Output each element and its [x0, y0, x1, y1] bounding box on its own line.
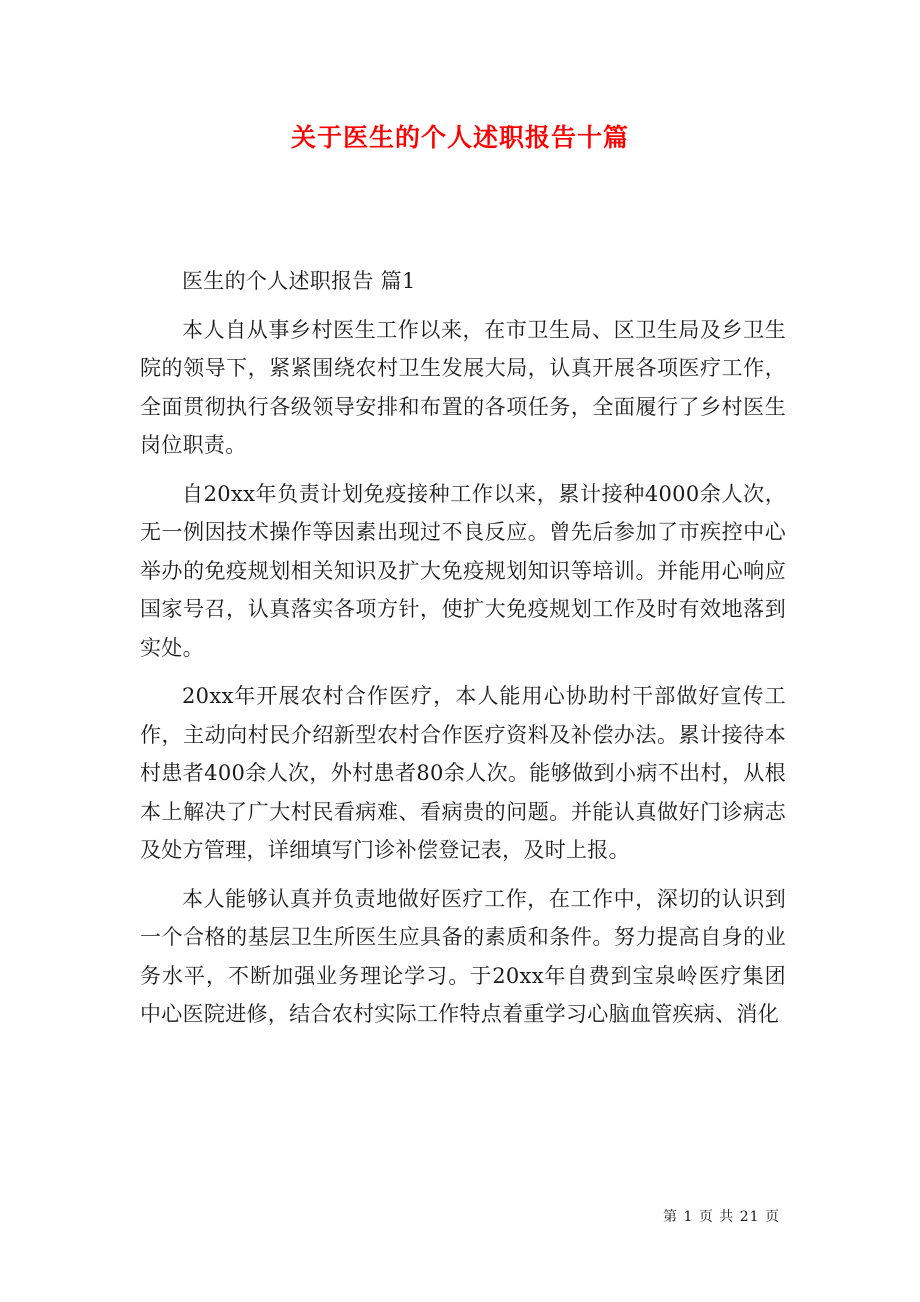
- paragraph: 本人能够认真并负责地做好医疗工作，在工作中，深切的认识到一个合格的基层卫生所医生应具备的素质和条件。努力提高自身的业务水平，不断加强业务理论学习。于20xx年自费到宝泉岭医疗集团中心医院进修，结合农村实际工作特点着重学习心脑血管疾病、消化: [140, 886, 786, 1026]
- document-title: 关于医生的个人述职报告十篇: [290, 123, 629, 152]
- document-body: [140, 262, 786, 1044]
- paragraph: 本人自从事乡村医生工作以来，在市卫生局、区卫生局及乡卫生院的领导下，紧紧围绕农村卫生发展大局，认真开展各项医疗工作，全面贯彻执行各级领导安排和布置的各项任务，全面履行了乡村医生岗位职责。: [140, 317, 786, 457]
- paragraph: 20xx年开展农村合作医疗，本人能用心协助村干部做好宣传工作，主动向村民介绍新型农村合作医疗资料及补偿办法。累计接待本村患者400余人次，外村患者80余人次。能够做到小病不出村，从根本上解决了广大村民看病难、看病贵的问题。并能认真做好门诊病志及处方管理，详细填写门诊补偿登记表，及时上报。: [140, 684, 786, 862]
- paragraph: 自20xx年负责计划免疫接种工作以来，累计接种4000余人次，无一例因技术操作等因素出现过不良反应。曾先后参加了市疾控中心举办的免疫规划相关知识及扩大免疫规划知识等培训。并能用心响应国家号召，认真落实各项方针，使扩大免疫规划工作及时有效地落到实处。: [140, 481, 786, 660]
- page-number-footer: 第 1 页 共 21 页: [663, 1209, 780, 1225]
- section-heading: 医生的个人述职报告 篇1: [182, 269, 416, 293]
